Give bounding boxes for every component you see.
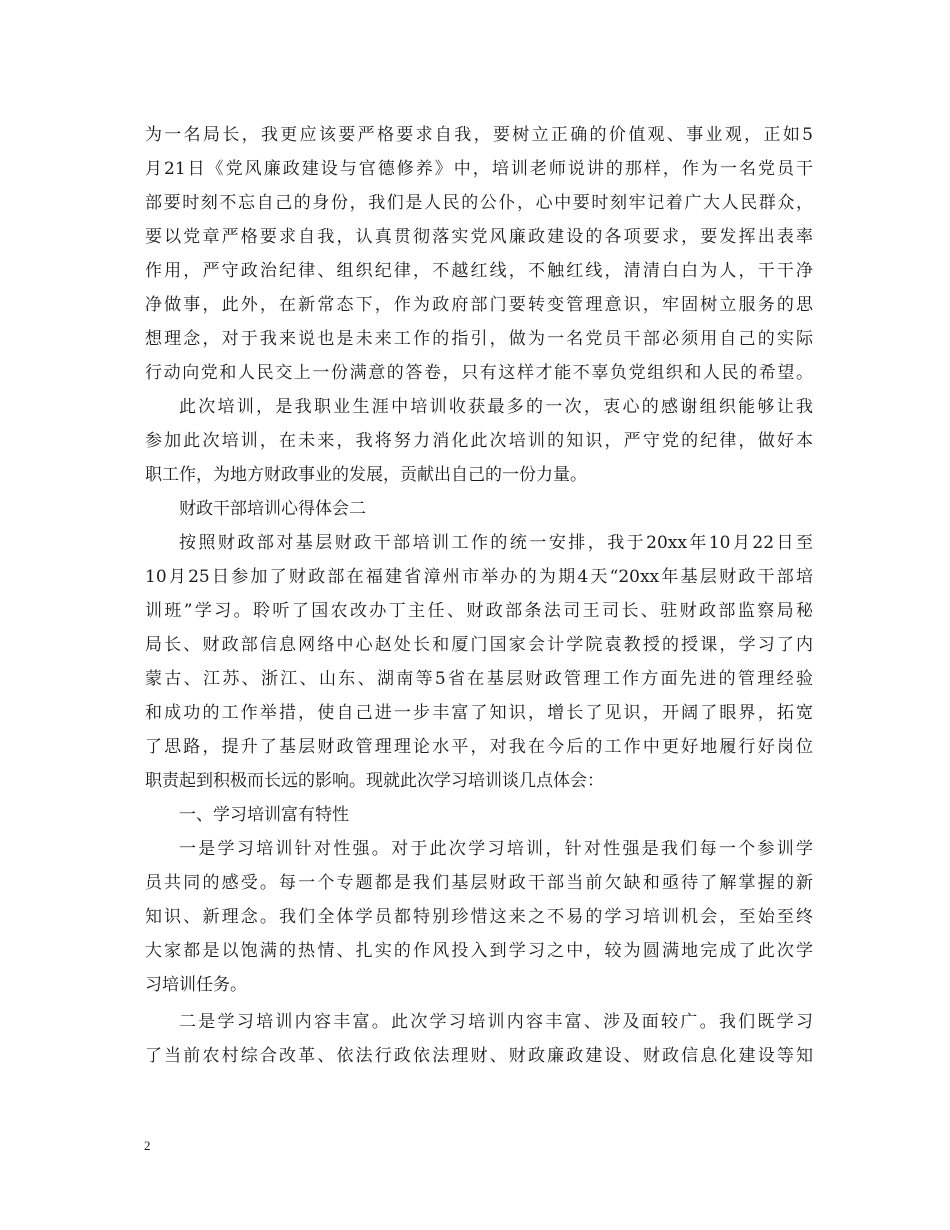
paragraph-line: 此次培训，是我职业生涯中培训收获最多的一次，衷心的感谢组织能够让我 (179, 397, 813, 417)
section-title: 财政干部培训心得体会二 (179, 499, 366, 519)
paragraph-line: 为一名局长，我更应该要严格要求自我，要树立正确的价值观、事业观，正如5 (145, 125, 813, 145)
paragraph-line: 了思路，提升了基层财政管理理论水平，对我在今后的工作中更好地履行好岗位 (145, 737, 813, 757)
paragraph-line: 按照财政部对基层财政干部培训工作的统一安排，我于20xx年10月22日至 (179, 533, 813, 553)
section-heading: 一、学习培训富有特性 (179, 805, 349, 825)
paragraph-line: 蒙古、江苏、浙江、山东、湖南等5省在基层财政管理工作方面先进的管理经验 (145, 669, 813, 689)
paragraph-line: 想理念，对于我来说也是未来工作的指引，做为一名党员干部必须用自己的实际 (145, 329, 813, 349)
paragraph-line: 参加此次培训，在未来，我将努力消化此次培训的知识，严守党的纪律，做好本 (145, 431, 813, 451)
paragraph-line: 和成功的工作举措，使自己进一步丰富了知识，增长了见识，开阔了眼界，拓宽 (145, 703, 813, 723)
paragraph-line: 净做事，此外，在新常态下，作为政府部门要转变管理意识，牢固树立服务的思 (145, 295, 813, 315)
paragraph-line: 局长、财政部信息网络中心赵处长和厦门国家会计学院袁教授的授课，学习了内 (145, 635, 813, 655)
paragraph-line: 职责起到积极而长远的影响。现就此次学习培训谈几点体会： (145, 771, 604, 791)
paragraph-line: 部要时刻不忘自己的身份，我们是人民的公仆，心中要时刻牢记着广大人民群众， (145, 193, 813, 213)
paragraph-line: 月21日《党风廉政建设与官德修养》中，培训老师说讲的那样，作为一名党员干 (145, 159, 813, 179)
paragraph-line: 习培训任务。 (145, 975, 247, 995)
paragraph-line: 职工作，为地方财政事业的发展，贡献出自己的一份力量。 (145, 465, 587, 485)
paragraph-line: 作用，严守政治纪律、组织纪律，不越红线，不触红线，清清白白为人，干干净 (145, 261, 813, 281)
paragraph-line: 要以党章严格要求自我，认真贯彻落实党风廉政建设的各项要求，要发挥出表率 (145, 227, 813, 247)
paragraph-line: 员共同的感受。每一个专题都是我们基层财政干部当前欠缺和亟待了解掌握的新 (145, 873, 813, 893)
paragraph-line: 行动向党和人民交上一份满意的答卷，只有这样才能不辜负党组织和人民的希望。 (145, 363, 813, 383)
paragraph-line: 一是学习培训针对性强。对于此次学习培训，针对性强是我们每一个参训学 (179, 839, 813, 859)
paragraph-line: 10月25日参加了财政部在福建省漳州市举办的为期4天“20xx年基层财政干部培 (145, 567, 813, 587)
page-number: 2 (144, 1138, 151, 1153)
paragraph-line: 二是学习培训内容丰富。此次学习培训内容丰富、涉及面较广。我们既学习 (179, 1012, 813, 1032)
document-body (145, 118, 813, 1073)
paragraph-line: 了当前农村综合改革、依法行政依法理财、财政廉政建设、财政信息化建设等知 (145, 1046, 813, 1066)
paragraph-line: 知识、新理念。我们全体学员都特别珍惜这来之不易的学习培训机会，至始至终 (145, 907, 813, 927)
paragraph-line: 训班”学习。聆听了国农改办丁主任、财政部条法司王司长、驻财政部监察局秘 (145, 601, 813, 621)
paragraph-line: 大家都是以饱满的热情、扎实的作风投入到学习之中，较为圆满地完成了此次学 (145, 941, 813, 961)
